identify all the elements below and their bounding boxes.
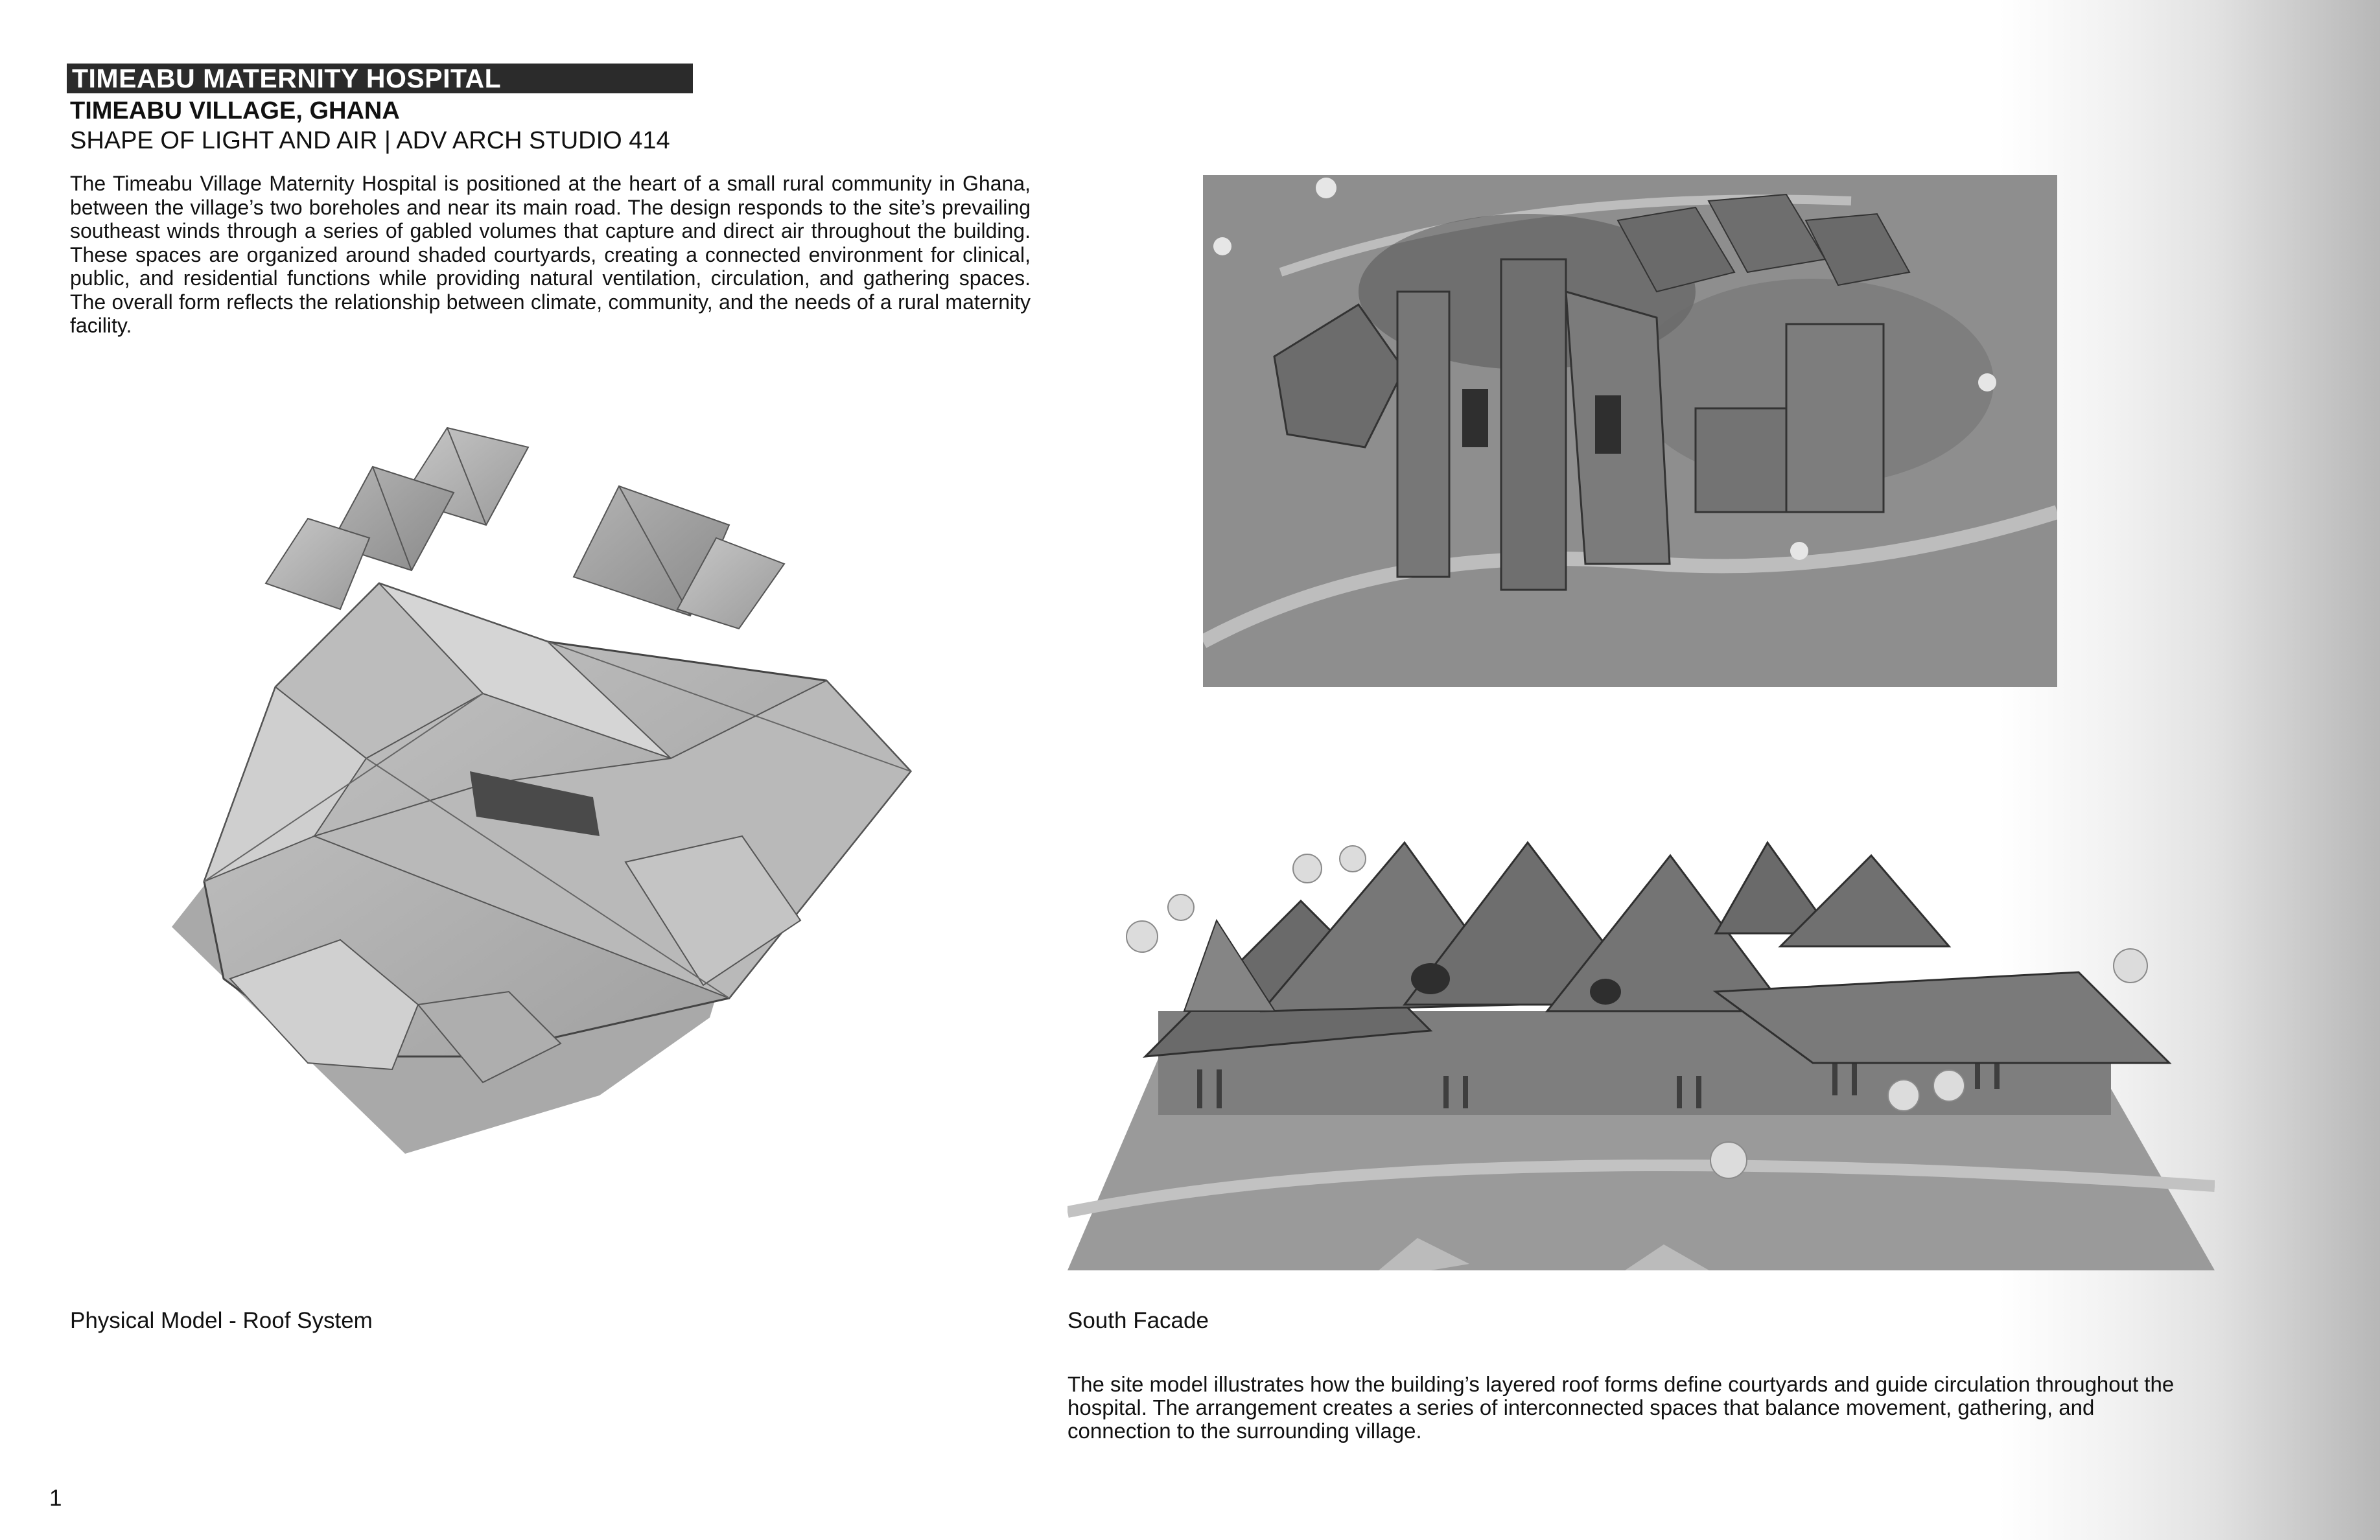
project-location: TIMEABU VILLAGE, GHANA	[70, 97, 400, 124]
intro-paragraph: The Timeabu Village Maternity Hospital is positioned at the heart of a small rural community in Ghana, between the village’s two boreholes and near its main road. The design responds to the site’s prevailing southeast winds through a series of gabled volumes that capture and direct air throughout the building. These spaces are organized around shaded courtyards, creating a connected environment for clinical, public, and residential functions while providing natural ventilation, circulation, and gathering spaces. The overall form reflects the relationship between climate, community, and the needs of a rural maternity facility.	[70, 172, 1031, 337]
project-title: TIMEABU MATERNITY HOSPITAL	[67, 64, 693, 93]
site-model-aerial-photo	[1203, 175, 2057, 687]
page-number: 1	[49, 1486, 62, 1511]
roof-model-photo	[146, 421, 988, 1186]
site-model-description: The site model illustrates how the building’s layered roof forms define courtyards and guide circulation throughout the hospital. The arrangement creates a series of interconnected spaces that balance movement, gathering, and connection to the surrounding village.	[1068, 1372, 2175, 1443]
roof-model-caption: Physical Model - Roof System	[70, 1308, 373, 1333]
south-facade-caption: South Facade	[1068, 1308, 1209, 1333]
south-facade-photo	[1068, 797, 2215, 1274]
studio-label: SHAPE OF LIGHT AND AIR | ADV ARCH STUDIO 414	[70, 127, 670, 154]
